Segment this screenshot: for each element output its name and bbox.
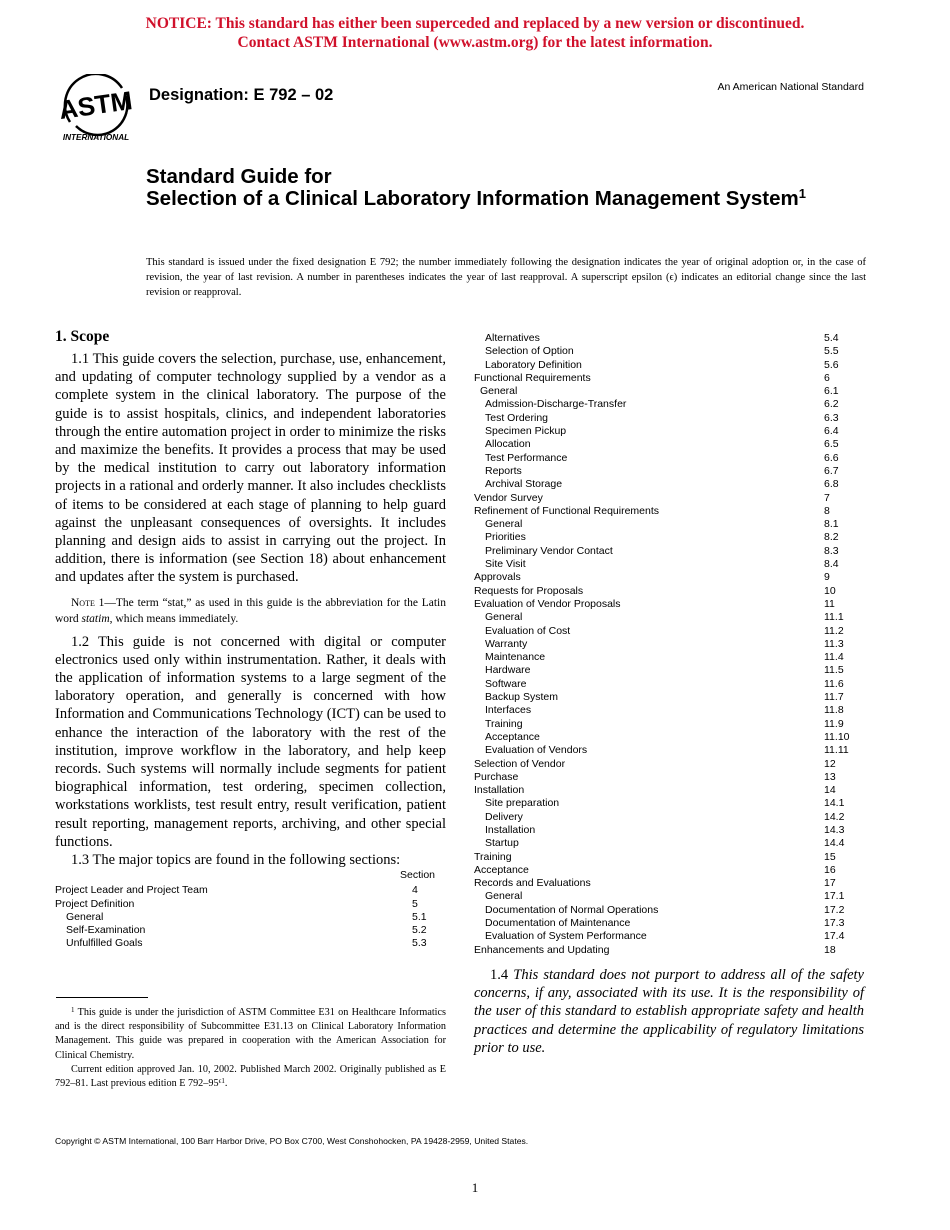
toc-row [474, 797, 864, 810]
toc-title: Allocation [485, 438, 531, 451]
toc-row [474, 345, 864, 358]
note-label: Note [71, 596, 95, 609]
toc-section-number: 5.2 [412, 924, 427, 937]
toc-title: Requests for Proposals [474, 584, 584, 597]
toc-section-number: 15 [824, 850, 836, 863]
toc-row [474, 917, 864, 930]
toc-section-number: 14.3 [824, 823, 845, 836]
toc-section-number: 17.2 [824, 903, 845, 916]
paragraph-1-2: 1.2 This guide is not concerned with digital or computer electronics used only within instrumentation. Rather, it deals with the application of information systems to a large segment of the laboratory operation, and generally is concerned with how Information and Communications Technology (ICT) can be used to enhance the interaction of the laboratory with the rest of the institution, improve workflow in the laboratory, and help keep records. Such systems will normally include segments for patient biographical information, test ordering, specimen collection, workstations worklists, test result entry, result verification, patient result reporting, management reports, archiving, and other special functions. [55, 633, 446, 850]
toc-row [474, 651, 864, 664]
toc-section-number: 8.3 [824, 544, 839, 557]
toc-row [474, 465, 864, 478]
safety-prefix: 1.4 [490, 967, 514, 983]
toc-title: General [66, 910, 104, 923]
logo-text: ASTM [57, 85, 135, 126]
toc-section-number: 6.5 [824, 438, 839, 451]
toc-title: Warranty [485, 637, 528, 650]
toc-title: Installation [485, 823, 536, 836]
document-title [146, 166, 846, 210]
footnote-2-text: Current edition approved Jan. 10, 2002. Published March 2002. Originally published as E 792–81. Last previous edition E 792–95 [55, 1063, 446, 1090]
toc-title: Training [474, 850, 512, 863]
toc-section-number: 5.1 [412, 910, 427, 923]
toc-row [474, 359, 864, 372]
toc-title: Approvals [474, 571, 521, 584]
toc-row [55, 898, 446, 911]
toc-section-number: 16 [824, 863, 836, 876]
toc-title: General [485, 611, 523, 624]
toc-title: Priorities [485, 531, 526, 544]
toc-section-number: 17.1 [824, 890, 845, 903]
toc-row [474, 398, 864, 411]
toc-section-number: 11.1 [824, 611, 844, 624]
toc-title: General [485, 518, 523, 531]
toc-section-number: 6.4 [824, 425, 839, 438]
toc-title: Selection of Option [485, 345, 574, 358]
toc-row [55, 911, 446, 924]
toc-title: Self-Examination [66, 924, 146, 937]
toc-section-number: 6.3 [824, 411, 839, 424]
issued-statement: This standard is issued under the fixed designation E 792; the number immediately following the designation indicates the year of original adoption or, in the case of revision, the year of last revision. A number in parentheses indicates the year of last reapproval. A superscript epsilon (ϵ) indicates an editorial change since the last revision or reapproval. [146, 257, 866, 298]
toc-row [474, 691, 864, 704]
toc-section-number: 11.4 [824, 651, 844, 664]
toc-section-number: 6.8 [824, 478, 839, 491]
toc-section-number: 6.2 [824, 398, 839, 411]
toc-section-number: 6.7 [824, 464, 839, 477]
toc-row [474, 890, 864, 903]
toc-title: Installation [474, 784, 525, 797]
toc-title: Laboratory Definition [485, 358, 582, 371]
toc-row [474, 518, 864, 531]
toc-title: General [485, 890, 523, 903]
title-line-1: Standard Guide for [146, 165, 332, 188]
toc-section-number: 6 [824, 371, 830, 384]
title-main: Selection of a Clinical Laboratory Information Management System [146, 187, 799, 210]
toc-section-number: 5.4 [824, 332, 839, 344]
toc-section-number: 5 [412, 897, 418, 910]
toc-section-number: 8.1 [824, 518, 839, 531]
toc-row [474, 505, 864, 518]
toc-title: Purchase [474, 770, 519, 783]
toc-title: Alternatives [485, 332, 540, 344]
toc-title: Test Ordering [485, 411, 549, 424]
astm-logo-icon [56, 74, 136, 142]
toc-section-number: 13 [824, 770, 836, 783]
toc-section-number: 14.1 [824, 797, 845, 810]
scope-heading: 1. Scope [55, 328, 110, 345]
toc-row [474, 412, 864, 425]
toc-title: Acceptance [485, 730, 540, 743]
toc-row [474, 452, 864, 465]
note-italic: statim [81, 612, 110, 625]
toc-title: Refinement of Functional Requirements [474, 504, 660, 517]
toc-row [474, 531, 864, 544]
toc-title: Functional Requirements [474, 371, 591, 384]
toc-title: Preliminary Vendor Contact [485, 544, 613, 557]
toc-row [474, 731, 864, 744]
toc-section-number: 14.2 [824, 810, 845, 823]
toc-title: Enhancements and Updating [474, 943, 610, 956]
toc-section-number: 8 [824, 504, 830, 517]
american-national-standard: An American National Standard [717, 81, 864, 93]
toc-section-number: 5.5 [824, 345, 839, 358]
footnote-2-sup: ϵ1 [218, 1077, 225, 1086]
toc-title: Hardware [485, 664, 531, 677]
toc-title: Training [485, 717, 523, 730]
toc-section-number: 11.8 [824, 704, 844, 717]
toc-section-number: 11.5 [824, 664, 844, 677]
toc-row [474, 944, 864, 957]
toc-title: Evaluation of Cost [485, 624, 571, 637]
footnotes [55, 1006, 446, 1091]
paragraph-1-4 [474, 966, 864, 1057]
toc-section-number: 11.11 [824, 744, 849, 757]
toc-title: Archival Storage [485, 478, 563, 491]
safety-text: This standard does not purport to address all of the safety concerns, if any, associated with its use. It is the responsibility of the user of this standard to establish appropriate safety and health practices and determine the applicability of regulatory limitations prior to use. [474, 967, 864, 1056]
toc-section-number: 10 [824, 584, 836, 597]
toc-row [474, 385, 864, 398]
designation: Designation: E 792 – 02 [149, 86, 334, 104]
footnote-1-text: This guide is under the jurisdiction of ASTM Committee E31 on Healthcare Informatics and is the direct responsibility of Subcommittee E31.13 on Clinical Laboratory Information Management. This guide was prepared in cooperation with the American Association for Clinical Chemistry. [55, 1007, 446, 1061]
toc-title: Unfulfilled Goals [66, 937, 143, 950]
toc-row [474, 678, 864, 691]
toc-row [474, 585, 864, 598]
toc-section-header [55, 869, 446, 882]
toc-row [474, 837, 864, 850]
toc-title: Maintenance [485, 651, 546, 664]
toc-row [474, 558, 864, 571]
toc-row [474, 771, 864, 784]
toc-row [474, 611, 864, 624]
paragraph-1-1: 1.1 This guide covers the selection, purchase, use, enhancement, and updating of computer technology supplied by a vendor as a complete system in the clinical laboratory. The purpose of the guide is to assist hospitals, clinics, and independent laboratories through the entire automation project in order to minimize the risks and maximize the benefits. It provides a process that may be used by the medical institution to carry out laboratory information projects in a rational and orderly manner. It also includes checklists of items to be considered at each stage of planning to help guard against the unpleasant consequences of oversights. It includes planning and design aids to assist in carrying out the project. In addition, there is information (see Section 18) about enhancement and updates after the system is purchased. [55, 351, 446, 586]
note-text: 1—The term “stat,” as used in this guide is the abbreviation for the Latin word [55, 596, 446, 625]
toc-title: Admission-Discharge-Transfer [485, 398, 627, 411]
toc-title: Acceptance [474, 863, 529, 876]
toc-section-number: 6.6 [824, 451, 839, 464]
logo-subtext: INTERNATIONAL [62, 133, 130, 142]
toc-section-number: 11.2 [824, 624, 844, 637]
toc-row [55, 884, 446, 897]
title-line-2 [146, 188, 846, 210]
toc-section-number: 14 [824, 784, 836, 797]
footnote-1 [55, 1006, 446, 1063]
toc-title: Project Definition [55, 897, 135, 910]
toc-row [474, 877, 864, 890]
toc-row [474, 904, 864, 917]
toc-title: Evaluation of Vendor Proposals [474, 597, 621, 610]
left-column [55, 328, 446, 951]
paragraph-1-3: 1.3 The major topics are found in the following sections: [71, 852, 401, 869]
toc-row [474, 851, 864, 864]
toc-section-number: 17 [824, 877, 836, 890]
toc-section-number: 11.10 [824, 730, 850, 743]
toc-section-number: 17.4 [824, 930, 845, 943]
toc-section-number: 11.9 [824, 717, 844, 730]
toc-title: Specimen Pickup [485, 425, 567, 438]
footnote-2-end: . [224, 1078, 228, 1090]
toc-section-number: 6.1 [824, 385, 839, 398]
footnote-1-mark: 1 [71, 1006, 75, 1014]
toc-row [474, 930, 864, 943]
toc-title: Project Leader and Project Team [55, 884, 208, 897]
toc-title: Site preparation [485, 797, 560, 810]
toc-title: General [480, 385, 518, 398]
toc-section-number: 18 [824, 943, 836, 956]
toc-section-label: Section [400, 869, 436, 882]
toc-row [474, 372, 864, 385]
toc-section-number: 14.4 [824, 837, 845, 850]
toc-row [474, 478, 864, 491]
toc-section-number: 17.3 [824, 917, 845, 930]
toc-title: Interfaces [485, 704, 532, 717]
footnote-2 [55, 1063, 446, 1091]
toc-title: Documentation of Normal Operations [485, 903, 659, 916]
toc-row [474, 784, 864, 797]
toc-row [474, 598, 864, 611]
toc-row [474, 571, 864, 584]
toc-section-number: 7 [824, 491, 830, 504]
toc-title: Selection of Vendor [474, 757, 566, 770]
toc-row [474, 638, 864, 651]
toc-right [474, 332, 864, 957]
toc-row [474, 824, 864, 837]
toc-row [474, 492, 864, 505]
note-end: , which means immediately. [109, 612, 239, 625]
toc-title: Reports [485, 464, 522, 477]
toc-section-number: 11.7 [824, 691, 844, 704]
toc-row [474, 758, 864, 771]
toc-row [474, 744, 864, 757]
toc-section-number: 11 [824, 597, 835, 610]
toc-row [474, 438, 864, 451]
toc-title: Backup System [485, 691, 558, 704]
notice-banner [0, 14, 950, 52]
toc-row [474, 425, 864, 438]
toc-row [474, 811, 864, 824]
toc-section-number: 8.4 [824, 558, 839, 571]
toc-section-number: 5.3 [412, 937, 427, 950]
toc-title: Evaluation of System Performance [485, 930, 647, 943]
toc-row [474, 704, 864, 717]
toc-row [474, 864, 864, 877]
toc-row [474, 545, 864, 558]
toc-title: Evaluation of Vendors [485, 744, 588, 757]
toc-title: Vendor Survey [474, 491, 543, 504]
toc-title: Test Performance [485, 451, 568, 464]
toc-section-number: 9 [824, 571, 830, 584]
toc-section-number: 12 [824, 757, 836, 770]
toc-title: Delivery [485, 810, 523, 823]
toc-left [55, 884, 446, 950]
toc-title: Startup [485, 837, 519, 850]
toc-row [474, 332, 864, 345]
toc-section-number: 11.3 [824, 637, 844, 650]
copyright: Copyright © ASTM International, 100 Barr Harbor Drive, PO Box C700, West Conshohocken, PA 19428-2959, United States. [55, 1136, 529, 1146]
toc-section-number: 5.6 [824, 358, 839, 371]
toc-title: Documentation of Maintenance [485, 917, 631, 930]
toc-title: Site Visit [485, 558, 526, 571]
toc-section-number: 4 [412, 884, 418, 897]
page-number: 1 [471, 1180, 479, 1195]
toc-section-number: 11.6 [824, 677, 844, 690]
toc-section-number: 8.2 [824, 531, 839, 544]
toc-row [55, 937, 446, 950]
toc-title: Software [485, 677, 527, 690]
title-footnote-ref: 1 [798, 186, 806, 201]
toc-title: Records and Evaluations [474, 877, 591, 890]
notice-line-1: NOTICE: This standard has either been superceded and replaced by a new version or discontinued. [145, 15, 805, 32]
toc-row [474, 718, 864, 731]
note-1 [55, 595, 446, 627]
notice-line-2: Contact ASTM International (www.astm.org) for the latest information. [237, 34, 713, 51]
toc-row [55, 924, 446, 937]
toc-row [474, 664, 864, 677]
toc-row [474, 625, 864, 638]
footnote-rule [56, 997, 148, 998]
